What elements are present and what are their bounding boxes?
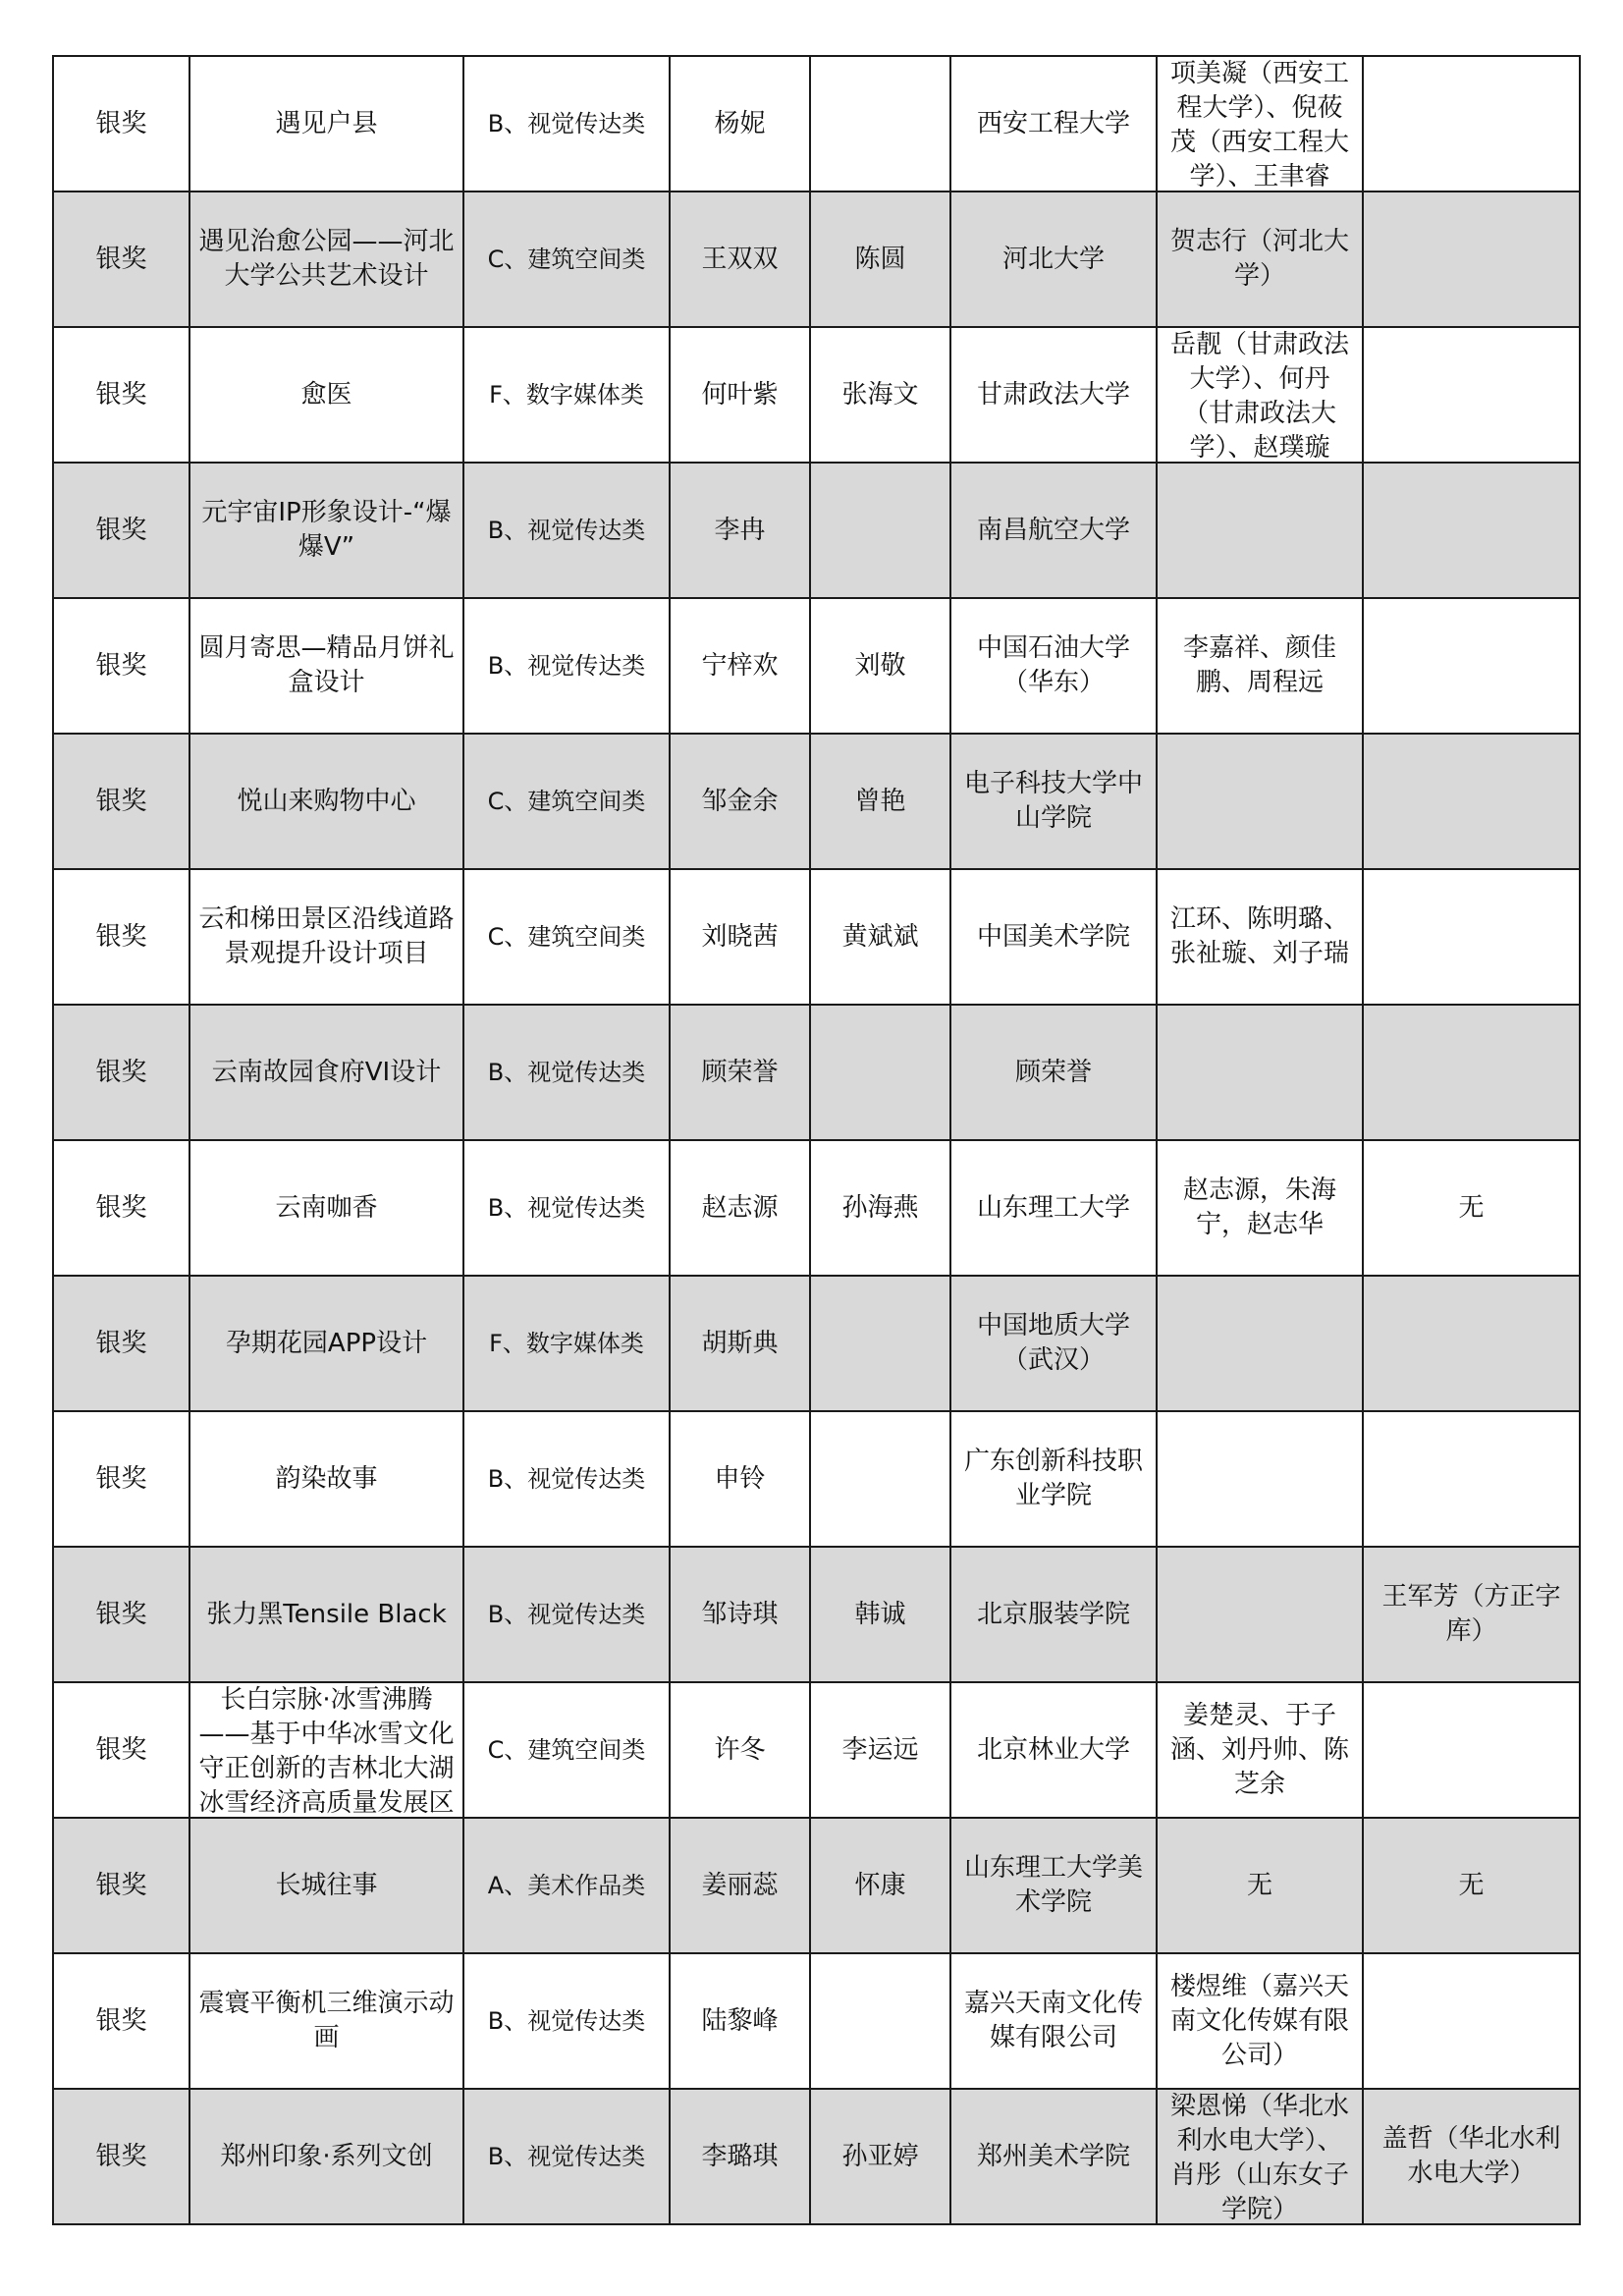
remark-cell: 无 xyxy=(1363,1140,1580,1276)
team-members-cell xyxy=(1157,1005,1363,1140)
team-members-cell: 无 xyxy=(1157,1818,1363,1953)
category-cell: F、数字媒体类 xyxy=(463,1276,670,1411)
team-members-cell: 李嘉祥、颜佳鹏、周程远 xyxy=(1157,598,1363,734)
unit-cell: 北京林业大学 xyxy=(950,1682,1157,1818)
advisor-cell: 陈圆 xyxy=(810,191,950,327)
table-row xyxy=(53,1005,1580,1140)
advisor-cell xyxy=(810,1276,950,1411)
category-cell: B、视觉传达类 xyxy=(463,1547,670,1682)
author-cell: 姜丽蕊 xyxy=(670,1818,810,1953)
advisor-cell xyxy=(810,56,950,191)
title-cell: 遇见户县 xyxy=(189,56,463,191)
unit-cell: 西安工程大学 xyxy=(950,56,1157,191)
remark-cell xyxy=(1363,1411,1580,1547)
category-cell: B、视觉传达类 xyxy=(463,1005,670,1140)
table-row xyxy=(53,56,1580,191)
remark-cell: 无 xyxy=(1363,1818,1580,1953)
category-cell: A、美术作品类 xyxy=(463,1818,670,1953)
unit-cell: 甘肃政法大学 xyxy=(950,327,1157,463)
advisor-cell: 曾艳 xyxy=(810,734,950,869)
title-cell: 悦山来购物中心 xyxy=(189,734,463,869)
award-cell: 银奖 xyxy=(53,463,189,598)
remark-cell xyxy=(1363,598,1580,734)
author-cell: 胡斯典 xyxy=(670,1276,810,1411)
team-members-cell: 项美凝（西安工程大学）、倪莜茂（西安工程大学）、王聿睿 xyxy=(1157,56,1363,191)
table-body xyxy=(53,56,1580,2224)
author-cell: 李冉 xyxy=(670,463,810,598)
table-row xyxy=(53,1547,1580,1682)
advisor-cell: 怀康 xyxy=(810,1818,950,1953)
category-cell: B、视觉传达类 xyxy=(463,1953,670,2089)
remark-cell xyxy=(1363,1005,1580,1140)
advisor-cell: 黄斌斌 xyxy=(810,869,950,1005)
title-cell: 张力黑Tensile Black xyxy=(189,1547,463,1682)
remark-cell xyxy=(1363,1953,1580,2089)
author-cell: 邹金余 xyxy=(670,734,810,869)
table-row xyxy=(53,1682,1580,1818)
remark-cell xyxy=(1363,734,1580,869)
award-cell: 银奖 xyxy=(53,598,189,734)
title-cell: 圆月寄思—精品月饼礼盒设计 xyxy=(189,598,463,734)
author-cell: 宁梓欢 xyxy=(670,598,810,734)
table-row xyxy=(53,598,1580,734)
author-cell: 许冬 xyxy=(670,1682,810,1818)
award-cell: 银奖 xyxy=(53,2089,189,2224)
author-cell: 顾荣誉 xyxy=(670,1005,810,1140)
unit-cell: 中国地质大学（武汉） xyxy=(950,1276,1157,1411)
award-cell: 银奖 xyxy=(53,327,189,463)
category-cell: C、建筑空间类 xyxy=(463,869,670,1005)
author-cell: 申铃 xyxy=(670,1411,810,1547)
award-cell: 银奖 xyxy=(53,1818,189,1953)
title-cell: 遇见治愈公园——河北大学公共艺术设计 xyxy=(189,191,463,327)
team-members-cell: 岳靓（甘肃政法大学）、何丹（甘肃政法大学）、赵璞璇 xyxy=(1157,327,1363,463)
category-cell: C、建筑空间类 xyxy=(463,1682,670,1818)
table-row xyxy=(53,1276,1580,1411)
title-cell: 孕期花园APP设计 xyxy=(189,1276,463,1411)
title-cell: 云南咖香 xyxy=(189,1140,463,1276)
team-members-cell: 赵志源，朱海宁，赵志华 xyxy=(1157,1140,1363,1276)
award-cell: 银奖 xyxy=(53,56,189,191)
award-cell: 银奖 xyxy=(53,191,189,327)
advisor-cell: 张海文 xyxy=(810,327,950,463)
title-cell: 长城往事 xyxy=(189,1818,463,1953)
team-members-cell xyxy=(1157,734,1363,869)
team-members-cell: 贺志行（河北大学） xyxy=(1157,191,1363,327)
award-cell: 银奖 xyxy=(53,1140,189,1276)
unit-cell: 郑州美术学院 xyxy=(950,2089,1157,2224)
category-cell: B、视觉传达类 xyxy=(463,1411,670,1547)
team-members-cell: 梁恩悌（华北水利水电大学）、肖彤（山东女子学院） xyxy=(1157,2089,1363,2224)
unit-cell: 山东理工大学 xyxy=(950,1140,1157,1276)
unit-cell: 顾荣誉 xyxy=(950,1005,1157,1140)
author-cell: 何叶紫 xyxy=(670,327,810,463)
category-cell: F、数字媒体类 xyxy=(463,327,670,463)
unit-cell: 北京服装学院 xyxy=(950,1547,1157,1682)
author-cell: 邹诗琪 xyxy=(670,1547,810,1682)
advisor-cell: 刘敬 xyxy=(810,598,950,734)
title-cell: 震寰平衡机三维演示动画 xyxy=(189,1953,463,2089)
title-cell: 韵染故事 xyxy=(189,1411,463,1547)
table-row xyxy=(53,327,1580,463)
title-cell: 长白宗脉·冰雪沸腾——基于中华冰雪文化守正创新的吉林北大湖冰雪经济高质量发展区 xyxy=(189,1682,463,1818)
award-cell: 银奖 xyxy=(53,1276,189,1411)
advisor-cell: 李运远 xyxy=(810,1682,950,1818)
table-row xyxy=(53,1140,1580,1276)
award-cell: 银奖 xyxy=(53,1411,189,1547)
unit-cell: 中国美术学院 xyxy=(950,869,1157,1005)
award-cell: 银奖 xyxy=(53,1953,189,2089)
title-cell: 元宇宙IP形象设计-“爆爆V” xyxy=(189,463,463,598)
advisor-cell: 韩诚 xyxy=(810,1547,950,1682)
unit-cell: 电子科技大学中山学院 xyxy=(950,734,1157,869)
table-row xyxy=(53,2089,1580,2224)
team-members-cell xyxy=(1157,1276,1363,1411)
team-members-cell: 江环、陈明璐、张祉璇、刘子瑞 xyxy=(1157,869,1363,1005)
unit-cell: 山东理工大学美术学院 xyxy=(950,1818,1157,1953)
title-cell: 云南故园食府VI设计 xyxy=(189,1005,463,1140)
award-cell: 银奖 xyxy=(53,869,189,1005)
award-cell: 银奖 xyxy=(53,734,189,869)
category-cell: B、视觉传达类 xyxy=(463,56,670,191)
award-cell: 银奖 xyxy=(53,1682,189,1818)
advisor-cell: 孙亚婷 xyxy=(810,2089,950,2224)
team-members-cell xyxy=(1157,463,1363,598)
category-cell: C、建筑空间类 xyxy=(463,734,670,869)
unit-cell: 南昌航空大学 xyxy=(950,463,1157,598)
table-row xyxy=(53,869,1580,1005)
team-members-cell xyxy=(1157,1411,1363,1547)
unit-cell: 中国石油大学（华东） xyxy=(950,598,1157,734)
advisor-cell xyxy=(810,1411,950,1547)
title-cell: 云和梯田景区沿线道路景观提升设计项目 xyxy=(189,869,463,1005)
remark-cell xyxy=(1363,463,1580,598)
team-members-cell: 姜楚灵、于子涵、刘丹帅、陈芝余 xyxy=(1157,1682,1363,1818)
author-cell: 陆黎峰 xyxy=(670,1953,810,2089)
table-row xyxy=(53,734,1580,869)
award-cell: 银奖 xyxy=(53,1547,189,1682)
author-cell: 李璐琪 xyxy=(670,2089,810,2224)
table-row xyxy=(53,1411,1580,1547)
remark-cell xyxy=(1363,869,1580,1005)
advisor-cell xyxy=(810,1953,950,2089)
title-cell: 愈医 xyxy=(189,327,463,463)
category-cell: B、视觉传达类 xyxy=(463,463,670,598)
unit-cell: 嘉兴天南文化传媒有限公司 xyxy=(950,1953,1157,2089)
table-row xyxy=(53,1818,1580,1953)
remark-cell xyxy=(1363,56,1580,191)
category-cell: B、视觉传达类 xyxy=(463,598,670,734)
author-cell: 刘晓茜 xyxy=(670,869,810,1005)
table-row xyxy=(53,463,1580,598)
remark-cell xyxy=(1363,1682,1580,1818)
table-row xyxy=(53,191,1580,327)
team-members-cell: 楼煜维（嘉兴天南文化传媒有限公司） xyxy=(1157,1953,1363,2089)
award-cell: 银奖 xyxy=(53,1005,189,1140)
advisor-cell: 孙海燕 xyxy=(810,1140,950,1276)
author-cell: 赵志源 xyxy=(670,1140,810,1276)
author-cell: 杨妮 xyxy=(670,56,810,191)
author-cell: 王双双 xyxy=(670,191,810,327)
remark-cell: 盖哲（华北水利水电大学） xyxy=(1363,2089,1580,2224)
table-row xyxy=(53,1953,1580,2089)
category-cell: B、视觉传达类 xyxy=(463,1140,670,1276)
category-cell: C、建筑空间类 xyxy=(463,191,670,327)
team-members-cell xyxy=(1157,1547,1363,1682)
remark-cell: 王军芳（方正字库） xyxy=(1363,1547,1580,1682)
unit-cell: 河北大学 xyxy=(950,191,1157,327)
remark-cell xyxy=(1363,1276,1580,1411)
awards-table xyxy=(52,55,1581,2225)
title-cell: 郑州印象·系列文创 xyxy=(189,2089,463,2224)
advisor-cell xyxy=(810,463,950,598)
unit-cell: 广东创新科技职业学院 xyxy=(950,1411,1157,1547)
advisor-cell xyxy=(810,1005,950,1140)
remark-cell xyxy=(1363,191,1580,327)
remark-cell xyxy=(1363,327,1580,463)
category-cell: B、视觉传达类 xyxy=(463,2089,670,2224)
